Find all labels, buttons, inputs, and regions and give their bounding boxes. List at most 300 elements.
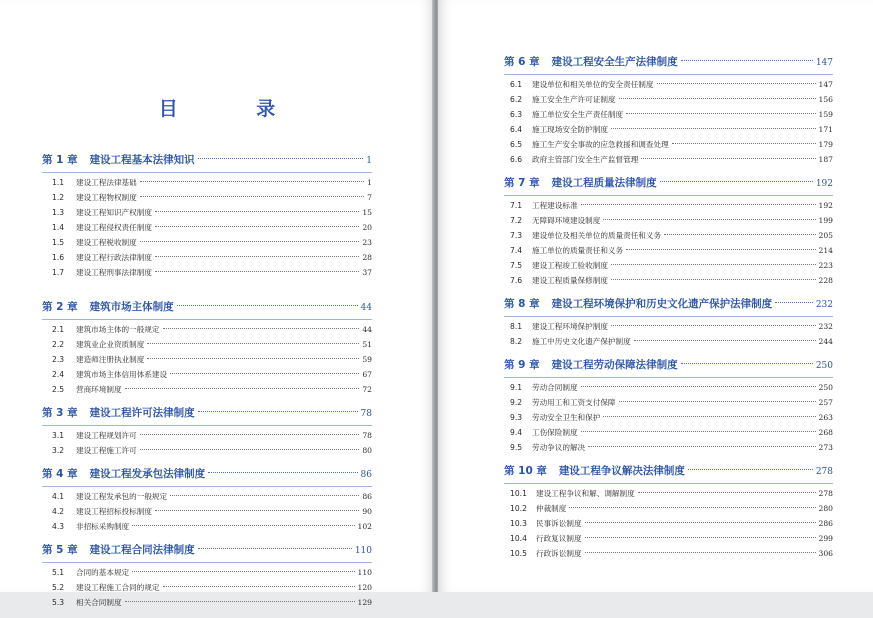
chapter-page-number: 232	[815, 300, 833, 310]
section-entry[interactable]	[510, 501, 833, 516]
dot-leader	[619, 98, 816, 99]
section-entry[interactable]	[52, 443, 372, 458]
section-title: 施工安全生产许可证制度	[532, 95, 616, 104]
section-entry[interactable]	[52, 190, 372, 205]
section-title: 建设工程刑事法律制度	[76, 268, 152, 277]
chapter-number: 第 10 章	[504, 465, 547, 477]
chapter-heading[interactable]	[504, 463, 833, 480]
section-title: 建设工程行政法律制度	[76, 253, 152, 262]
section-title: 行政诉讼制度	[536, 549, 582, 558]
section-title: 建设工程招标投标制度	[76, 507, 152, 516]
section-entry[interactable]	[510, 243, 833, 258]
dot-leader	[626, 113, 815, 114]
section-page-number: 273	[818, 443, 833, 452]
chapter-title: 建设工程基本法律知识	[89, 154, 195, 166]
section-entry[interactable]	[52, 352, 372, 367]
section-list	[504, 319, 833, 349]
section-entry[interactable]	[510, 546, 833, 561]
section-page-number: 20	[362, 223, 372, 232]
section-title: 建设单位及相关单位的质量责任和义务	[532, 231, 662, 240]
dot-leader	[581, 204, 816, 205]
section-title: 施工单位的质量责任和义务	[532, 246, 624, 255]
chapter-page-number: 1	[366, 156, 372, 166]
dot-leader	[588, 446, 815, 447]
dot-leader	[198, 411, 358, 412]
dot-leader	[638, 492, 816, 493]
section-number: 7.5	[510, 261, 523, 270]
section-page-number: 257	[818, 398, 833, 407]
chapter-divider	[504, 195, 833, 196]
chapter-heading[interactable]	[42, 299, 372, 316]
chapter-title: 建设工程环境保护和历史文化遗产保护法律制度	[551, 298, 773, 310]
chapter-section	[504, 296, 833, 357]
section-number: 7.4	[510, 246, 523, 255]
section-number: 1.1	[52, 178, 65, 187]
section-entry[interactable]	[510, 516, 833, 531]
section-number: 1.6	[52, 253, 65, 262]
section-entry[interactable]	[510, 440, 833, 455]
chapter-divider	[504, 74, 833, 75]
chapter-title: 建设工程安全生产法律制度	[551, 56, 678, 68]
dot-leader	[681, 363, 813, 364]
chapter-number: 第 4 章	[42, 468, 78, 480]
section-entry[interactable]	[510, 395, 833, 410]
dot-leader	[664, 234, 815, 235]
section-number: 9.5	[510, 443, 523, 452]
dot-leader	[672, 143, 816, 144]
section-title: 建设工程环境保护制度	[532, 322, 608, 331]
section-entry[interactable]	[510, 273, 833, 288]
section-number: 6.2	[510, 95, 523, 104]
section-title: 建筑市场主体的一般规定	[76, 325, 160, 334]
section-entry[interactable]	[510, 531, 833, 546]
section-title: 施工现场安全防护制度	[532, 125, 608, 134]
section-title: 建设工程物权制度	[76, 193, 137, 202]
chapter-number: 第 6 章	[504, 56, 540, 68]
dot-leader	[155, 256, 359, 257]
section-page-number: 59	[362, 355, 372, 364]
dot-leader	[155, 211, 359, 212]
right-toc	[504, 54, 833, 569]
section-number: 5.2	[52, 583, 65, 592]
chapter-section	[504, 175, 833, 296]
section-number: 2.2	[52, 340, 65, 349]
section-title: 建设工程侵权责任制度	[76, 223, 152, 232]
section-page-number: 1	[367, 178, 372, 187]
section-entry[interactable]	[52, 235, 372, 250]
dot-leader	[660, 181, 813, 182]
section-number: 10.4	[510, 534, 527, 543]
chapter-section	[42, 299, 372, 405]
section-page-number: 286	[818, 519, 833, 528]
section-entry[interactable]	[510, 319, 833, 334]
section-title: 建设工程规划许可	[76, 431, 137, 440]
section-number: 6.1	[510, 80, 523, 89]
section-number: 10.5	[510, 549, 527, 558]
section-entry[interactable]	[510, 152, 833, 167]
chapter-heading[interactable]	[42, 152, 372, 169]
section-entry[interactable]	[510, 410, 833, 425]
chapter-number: 第 1 章	[42, 154, 78, 166]
dot-leader	[657, 83, 816, 84]
section-title: 劳动用工和工资支付保障	[532, 398, 616, 407]
section-title: 营商环境制度	[76, 385, 122, 394]
dot-leader	[177, 305, 358, 306]
dot-leader	[688, 469, 813, 470]
section-title: 建造师注册执业制度	[76, 355, 145, 364]
section-number: 7.3	[510, 231, 523, 240]
dot-leader	[125, 388, 360, 389]
chapter-section	[504, 463, 833, 569]
section-entry[interactable]	[52, 428, 372, 443]
section-list	[42, 489, 372, 534]
section-title: 仲裁制度	[536, 504, 567, 513]
dot-leader	[140, 181, 364, 182]
chapter-title: 建设工程劳动保障法律制度	[551, 359, 678, 371]
section-title: 相关合同制度	[76, 598, 122, 607]
section-title: 建筑业企业资质制度	[76, 340, 145, 349]
section-entry[interactable]	[510, 380, 833, 395]
dot-leader	[611, 325, 816, 326]
section-entry[interactable]	[510, 486, 833, 501]
section-page-number: 51	[362, 340, 372, 349]
section-entry[interactable]	[510, 425, 833, 440]
section-title: 施工生产安全事故的应急救援和调查处理	[532, 140, 669, 149]
dot-leader	[634, 340, 816, 341]
chapter-section	[504, 54, 833, 175]
chapter-divider	[504, 316, 833, 317]
dot-leader	[155, 271, 359, 272]
section-page-number: 102	[357, 522, 372, 531]
section-number: 4.1	[52, 492, 65, 501]
section-entry[interactable]	[52, 565, 372, 580]
section-title: 合同的基本规定	[76, 568, 130, 577]
dot-leader	[155, 510, 359, 511]
section-number: 2.5	[52, 385, 65, 394]
dot-leader	[140, 449, 360, 450]
section-number: 3.1	[52, 431, 65, 440]
section-entry[interactable]	[510, 334, 833, 349]
section-number: 6.6	[510, 155, 523, 164]
dot-leader	[140, 241, 360, 242]
section-page-number: 306	[818, 549, 833, 558]
dot-leader	[603, 219, 815, 220]
dot-leader	[585, 552, 816, 553]
dot-leader	[198, 548, 352, 549]
section-entry[interactable]	[52, 265, 372, 280]
chapter-title: 建设工程争议解决法律制度	[558, 465, 685, 477]
chapter-heading[interactable]	[504, 175, 833, 192]
section-page-number: 299	[818, 534, 833, 543]
section-page-number: 232	[818, 322, 833, 331]
chapter-divider	[42, 425, 372, 426]
section-entry[interactable]	[510, 107, 833, 122]
section-title: 建设工程知识产权制度	[76, 208, 152, 217]
section-title: 建设工程质量保修制度	[532, 276, 608, 285]
dot-leader	[641, 158, 815, 159]
section-title: 无障碍环境建设制度	[532, 216, 601, 225]
toc-title: 目 录	[158, 98, 312, 120]
dot-leader	[581, 431, 816, 432]
section-page-number: 205	[818, 231, 833, 240]
section-list	[42, 322, 372, 397]
chapter-title: 建设工程发承包法律制度	[89, 468, 206, 480]
section-number: 1.2	[52, 193, 65, 202]
section-page-number: 192	[818, 201, 833, 210]
chapter-divider	[42, 172, 372, 173]
section-page-number: 110	[357, 568, 372, 577]
section-page-number: 214	[818, 246, 833, 255]
dot-leader	[626, 249, 815, 250]
chapter-divider	[504, 377, 833, 378]
section-title: 行政复议制度	[536, 534, 582, 543]
chapter-heading[interactable]	[42, 405, 372, 422]
section-title: 建设工程争议和解、调解制度	[536, 489, 635, 498]
section-page-number: 280	[818, 504, 833, 513]
left-page	[0, 0, 434, 607]
chapter-heading[interactable]	[42, 466, 372, 483]
section-entry[interactable]	[510, 92, 833, 107]
chapter-page-number: 192	[815, 179, 833, 189]
chapter-page-number: 147	[815, 58, 833, 68]
section-entry[interactable]	[52, 205, 372, 220]
section-page-number: 263	[818, 413, 833, 422]
section-number: 8.2	[510, 337, 523, 346]
chapter-divider	[42, 319, 372, 320]
dot-leader	[147, 343, 359, 344]
section-entry[interactable]	[52, 175, 372, 190]
section-entry[interactable]	[510, 77, 833, 92]
dot-leader	[603, 416, 815, 417]
section-page-number: 278	[818, 489, 833, 498]
chapter-page-number: 250	[815, 361, 833, 371]
section-page-number: 223	[818, 261, 833, 270]
chapter-divider	[42, 486, 372, 487]
section-page-number: 159	[818, 110, 833, 119]
section-number: 10.3	[510, 519, 527, 528]
dot-leader	[155, 226, 359, 227]
section-number: 10.2	[510, 504, 527, 513]
section-number: 4.2	[52, 507, 65, 516]
chapter-title: 建设工程合同法律制度	[89, 544, 195, 556]
section-list	[42, 428, 372, 458]
chapter-page-number: 110	[354, 546, 372, 556]
section-number: 10.1	[510, 489, 527, 498]
section-entry[interactable]	[52, 322, 372, 337]
section-page-number: 244	[818, 337, 833, 346]
section-title: 建筑市场主体信用体系建设	[76, 370, 168, 379]
dot-leader	[611, 128, 816, 129]
chapter-section	[42, 542, 372, 618]
section-title: 建设工程竣工验收制度	[532, 261, 608, 270]
section-number: 7.1	[510, 201, 523, 210]
chapter-divider	[42, 562, 372, 563]
dot-leader	[163, 586, 355, 587]
section-page-number: 86	[362, 492, 372, 501]
chapter-page-number: 44	[360, 303, 372, 313]
dot-leader	[619, 401, 816, 402]
section-entry[interactable]	[510, 198, 833, 213]
section-page-number: 199	[818, 216, 833, 225]
section-entry[interactable]	[510, 228, 833, 243]
section-page-number: 147	[818, 80, 833, 89]
section-entry[interactable]	[52, 250, 372, 265]
dot-leader	[198, 158, 364, 159]
section-number: 7.2	[510, 216, 523, 225]
dot-leader	[581, 386, 816, 387]
chapter-number: 第 5 章	[42, 544, 78, 556]
section-list	[42, 565, 372, 610]
section-page-number: 268	[818, 428, 833, 437]
section-number: 9.3	[510, 413, 523, 422]
chapter-section	[42, 405, 372, 466]
section-entry[interactable]	[52, 382, 372, 397]
section-title: 建设工程法律基础	[76, 178, 137, 187]
right-page	[438, 0, 873, 592]
section-page-number: 72	[362, 385, 372, 394]
chapter-title: 建筑市场主体制度	[89, 301, 174, 313]
section-number: 6.4	[510, 125, 523, 134]
chapter-divider	[504, 483, 833, 484]
section-number: 9.4	[510, 428, 523, 437]
chapter-number: 第 3 章	[42, 407, 78, 419]
dot-leader	[611, 264, 816, 265]
chapter-heading[interactable]	[504, 357, 833, 374]
chapter-title: 建设工程质量法律制度	[551, 177, 657, 189]
chapter-section	[42, 466, 372, 542]
section-page-number: 44	[362, 325, 372, 334]
chapter-number: 第 7 章	[504, 177, 540, 189]
section-page-number: 120	[357, 583, 372, 592]
section-page-number: 7	[367, 193, 372, 202]
section-entry[interactable]	[52, 519, 372, 534]
chapter-section	[504, 357, 833, 463]
section-entry[interactable]	[510, 258, 833, 273]
chapter-heading[interactable]	[504, 296, 833, 313]
dot-leader	[170, 373, 359, 374]
chapter-heading[interactable]	[504, 54, 833, 71]
section-page-number: 67	[362, 370, 372, 379]
section-entry[interactable]	[52, 220, 372, 235]
section-title: 劳动合同制度	[532, 383, 578, 392]
section-number: 1.5	[52, 238, 65, 247]
section-title: 政府主管部门安全生产监督管理	[532, 155, 639, 164]
dot-leader	[585, 522, 816, 523]
section-entry[interactable]	[52, 504, 372, 519]
section-title: 施工中历史文化遗产保护制度	[532, 337, 631, 346]
section-page-number: 23	[362, 238, 372, 247]
section-page-number: 187	[818, 155, 833, 164]
section-page-number: 37	[362, 268, 372, 277]
chapter-page-number: 278	[815, 467, 833, 477]
section-number: 4.3	[52, 522, 65, 531]
section-entry[interactable]	[52, 595, 372, 610]
dot-leader	[170, 495, 359, 496]
dot-leader	[132, 525, 354, 526]
section-list	[504, 486, 833, 561]
section-number: 1.7	[52, 268, 65, 277]
section-list	[42, 175, 372, 280]
dot-leader	[775, 302, 813, 303]
section-page-number: 80	[362, 446, 372, 455]
chapter-heading[interactable]	[42, 542, 372, 559]
section-list	[504, 380, 833, 455]
section-page-number: 179	[818, 140, 833, 149]
left-toc	[42, 152, 372, 618]
dot-leader	[208, 472, 357, 473]
dot-leader	[163, 328, 360, 329]
section-entry[interactable]	[510, 213, 833, 228]
dot-leader	[147, 358, 359, 359]
section-entry[interactable]	[52, 337, 372, 352]
section-number: 5.1	[52, 568, 65, 577]
dot-leader	[125, 601, 355, 602]
section-number: 9.1	[510, 383, 523, 392]
section-entry[interactable]	[510, 137, 833, 152]
section-title: 非招标采购制度	[76, 522, 130, 531]
chapter-number: 第 2 章	[42, 301, 78, 313]
section-page-number: 171	[818, 125, 833, 134]
section-page-number: 129	[357, 598, 372, 607]
dot-leader	[140, 434, 360, 435]
section-number: 1.3	[52, 208, 65, 217]
dot-leader	[681, 60, 813, 61]
dot-leader	[132, 571, 354, 572]
section-number: 2.4	[52, 370, 65, 379]
dot-leader	[140, 196, 364, 197]
section-number: 8.1	[510, 322, 523, 331]
dot-leader	[585, 537, 816, 538]
section-number: 2.1	[52, 325, 65, 334]
chapter-number: 第 9 章	[504, 359, 540, 371]
dot-leader	[569, 507, 815, 508]
section-list	[504, 198, 833, 288]
section-number: 6.3	[510, 110, 523, 119]
chapter-number: 第 8 章	[504, 298, 540, 310]
section-number: 2.3	[52, 355, 65, 364]
section-number: 7.6	[510, 276, 523, 285]
section-number: 3.2	[52, 446, 65, 455]
section-number: 9.2	[510, 398, 523, 407]
section-list	[504, 77, 833, 167]
section-entry[interactable]	[510, 122, 833, 137]
section-title: 劳动争议的解决	[532, 443, 586, 452]
section-entry[interactable]	[52, 367, 372, 382]
section-number: 6.5	[510, 140, 523, 149]
section-title: 施工单位安全生产责任制度	[532, 110, 624, 119]
chapter-page-number: 86	[360, 470, 372, 480]
chapter-section	[42, 152, 372, 288]
section-page-number: 90	[362, 507, 372, 516]
section-page-number: 78	[362, 431, 372, 440]
section-title: 建设工程施工许可	[76, 446, 137, 455]
chapter-title: 建设工程许可法律制度	[89, 407, 195, 419]
section-entry[interactable]	[52, 489, 372, 504]
section-title: 工程建设标准	[532, 201, 578, 210]
section-page-number: 250	[818, 383, 833, 392]
dot-leader	[611, 279, 816, 280]
section-page-number: 228	[818, 276, 833, 285]
section-title: 建设工程发承包的一般规定	[76, 492, 168, 501]
section-page-number: 28	[362, 253, 372, 262]
section-number: 1.4	[52, 223, 65, 232]
chapter-page-number: 78	[360, 409, 372, 419]
section-number: 5.3	[52, 598, 65, 607]
section-page-number: 156	[818, 95, 833, 104]
section-title: 建设工程施工合同的规定	[76, 583, 160, 592]
section-title: 建设单位和相关单位的安全责任制度	[532, 80, 654, 89]
section-entry[interactable]	[52, 580, 372, 595]
